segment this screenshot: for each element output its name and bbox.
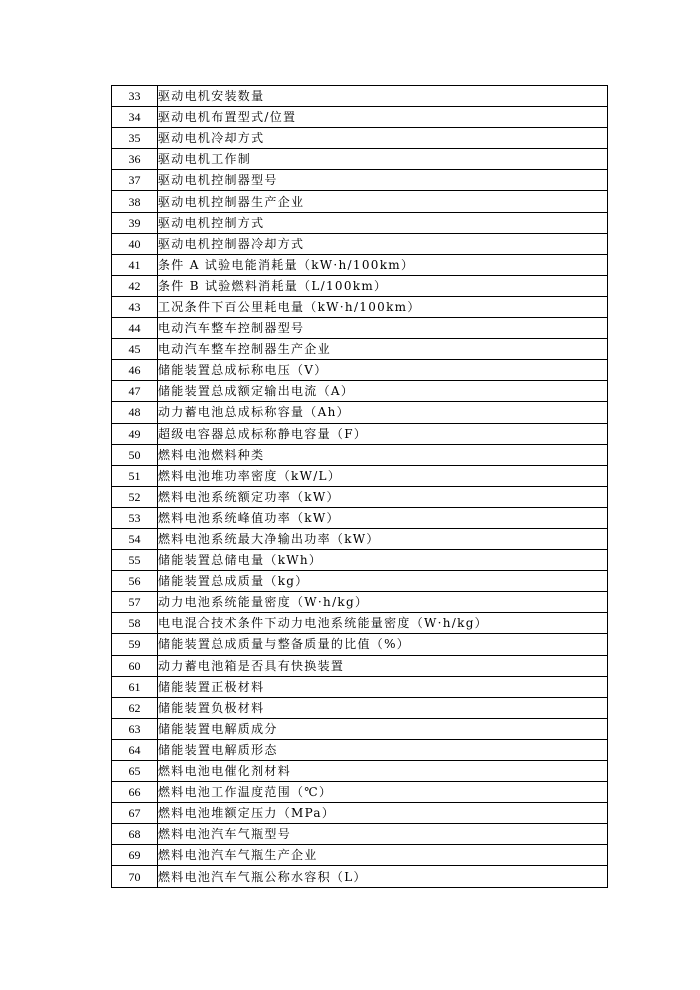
row-number: 43	[112, 296, 158, 317]
row-number: 44	[112, 318, 158, 339]
row-number: 64	[112, 739, 158, 760]
row-item-name: 驱动电机控制器冷却方式	[158, 233, 608, 254]
row-item-name: 动力电池系统能量密度（W·h/kg）	[158, 592, 608, 613]
table-row	[112, 360, 608, 381]
row-item-name: 储能装置总成质量（kg）	[158, 571, 608, 592]
row-item-name: 条件 B 试验燃料消耗量（L/100km）	[158, 275, 608, 296]
row-item-name: 储能装置总储电量（kWh）	[158, 550, 608, 571]
row-item-name: 电动汽车整车控制器生产企业	[158, 339, 608, 360]
parameter-table	[111, 85, 608, 888]
table-row	[112, 655, 608, 676]
table-row	[112, 761, 608, 782]
table-row	[112, 866, 608, 887]
row-number: 41	[112, 254, 158, 275]
row-item-name: 驱动电机冷却方式	[158, 128, 608, 149]
row-number: 58	[112, 613, 158, 634]
row-item-name: 储能装置电解质成分	[158, 718, 608, 739]
row-item-name: 燃料电池汽车气瓶公称水容积（L）	[158, 866, 608, 887]
row-number: 63	[112, 718, 158, 739]
row-number: 48	[112, 402, 158, 423]
table-row	[112, 191, 608, 212]
table-row	[112, 423, 608, 444]
row-item-name: 驱动电机控制方式	[158, 212, 608, 233]
row-item-name: 动力蓄电池箱是否具有快换装置	[158, 655, 608, 676]
table-row	[112, 465, 608, 486]
table-row	[112, 634, 608, 655]
row-number: 61	[112, 676, 158, 697]
row-item-name: 驱动电机安装数量	[158, 86, 608, 107]
table-row	[112, 233, 608, 254]
table-row	[112, 571, 608, 592]
table-row	[112, 697, 608, 718]
row-item-name: 燃料电池汽车气瓶生产企业	[158, 845, 608, 866]
table-row	[112, 212, 608, 233]
row-number: 69	[112, 845, 158, 866]
table-row	[112, 718, 608, 739]
row-item-name: 超级电容器总成标称静电容量（F）	[158, 423, 608, 444]
row-item-name: 燃料电池系统最大净输出功率（kW）	[158, 528, 608, 549]
row-number: 54	[112, 528, 158, 549]
row-number: 37	[112, 170, 158, 191]
row-item-name: 驱动电机控制器生产企业	[158, 191, 608, 212]
row-item-name: 动力蓄电池总成标称容量（Ah）	[158, 402, 608, 423]
table-row	[112, 296, 608, 317]
row-number: 50	[112, 444, 158, 465]
parameter-table-body	[112, 86, 608, 888]
row-number: 33	[112, 86, 158, 107]
row-item-name: 驱动电机控制器型号	[158, 170, 608, 191]
table-row	[112, 528, 608, 549]
row-number: 59	[112, 634, 158, 655]
row-item-name: 储能装置总成质量与整备质量的比值（%）	[158, 634, 608, 655]
table-row	[112, 275, 608, 296]
row-item-name: 燃料电池系统峰值功率（kW）	[158, 507, 608, 528]
table-row	[112, 507, 608, 528]
row-number: 70	[112, 866, 158, 887]
row-item-name: 条件 A 试验电能消耗量（kW·h/100km）	[158, 254, 608, 275]
row-item-name: 驱动电机工作制	[158, 149, 608, 170]
row-item-name: 储能装置总成标称电压（V）	[158, 360, 608, 381]
row-item-name: 燃料电池电催化剂材料	[158, 761, 608, 782]
table-row	[112, 550, 608, 571]
row-number: 67	[112, 803, 158, 824]
row-item-name: 储能装置总成额定输出电流（A）	[158, 381, 608, 402]
row-number: 53	[112, 507, 158, 528]
row-number: 68	[112, 824, 158, 845]
table-row	[112, 339, 608, 360]
table-row	[112, 486, 608, 507]
row-number: 52	[112, 486, 158, 507]
table-row	[112, 170, 608, 191]
table-row	[112, 107, 608, 128]
table-row	[112, 86, 608, 107]
row-number: 39	[112, 212, 158, 233]
row-number: 35	[112, 128, 158, 149]
table-row	[112, 782, 608, 803]
table-row	[112, 613, 608, 634]
row-number: 57	[112, 592, 158, 613]
row-number: 65	[112, 761, 158, 782]
row-item-name: 燃料电池堆功率密度（kW/L）	[158, 465, 608, 486]
row-number: 62	[112, 697, 158, 718]
row-number: 51	[112, 465, 158, 486]
table-row	[112, 444, 608, 465]
table-row	[112, 803, 608, 824]
row-number: 47	[112, 381, 158, 402]
table-row	[112, 128, 608, 149]
row-item-name: 电电混合技术条件下动力电池系统能量密度（W·h/kg）	[158, 613, 608, 634]
row-item-name: 燃料电池汽车气瓶型号	[158, 824, 608, 845]
table-row	[112, 824, 608, 845]
row-item-name: 储能装置负极材料	[158, 697, 608, 718]
table-row	[112, 254, 608, 275]
row-number: 49	[112, 423, 158, 444]
row-number: 56	[112, 571, 158, 592]
table-row	[112, 402, 608, 423]
row-item-name: 燃料电池燃料种类	[158, 444, 608, 465]
row-number: 42	[112, 275, 158, 296]
row-number: 55	[112, 550, 158, 571]
table-row	[112, 676, 608, 697]
row-number: 40	[112, 233, 158, 254]
row-number: 60	[112, 655, 158, 676]
row-number: 46	[112, 360, 158, 381]
table-row	[112, 318, 608, 339]
row-item-name: 驱动电机布置型式/位置	[158, 107, 608, 128]
row-number: 36	[112, 149, 158, 170]
row-item-name: 燃料电池系统额定功率（kW）	[158, 486, 608, 507]
row-item-name: 储能装置电解质形态	[158, 739, 608, 760]
row-number: 38	[112, 191, 158, 212]
table-row	[112, 845, 608, 866]
row-number: 34	[112, 107, 158, 128]
row-item-name: 燃料电池堆额定压力（MPa）	[158, 803, 608, 824]
row-item-name: 工况条件下百公里耗电量（kW·h/100km）	[158, 296, 608, 317]
table-row	[112, 592, 608, 613]
row-item-name: 燃料电池工作温度范围（℃）	[158, 782, 608, 803]
row-number: 66	[112, 782, 158, 803]
table-row	[112, 149, 608, 170]
row-number: 45	[112, 339, 158, 360]
table-row	[112, 739, 608, 760]
row-item-name: 储能装置正极材料	[158, 676, 608, 697]
row-item-name: 电动汽车整车控制器型号	[158, 318, 608, 339]
table-row	[112, 381, 608, 402]
